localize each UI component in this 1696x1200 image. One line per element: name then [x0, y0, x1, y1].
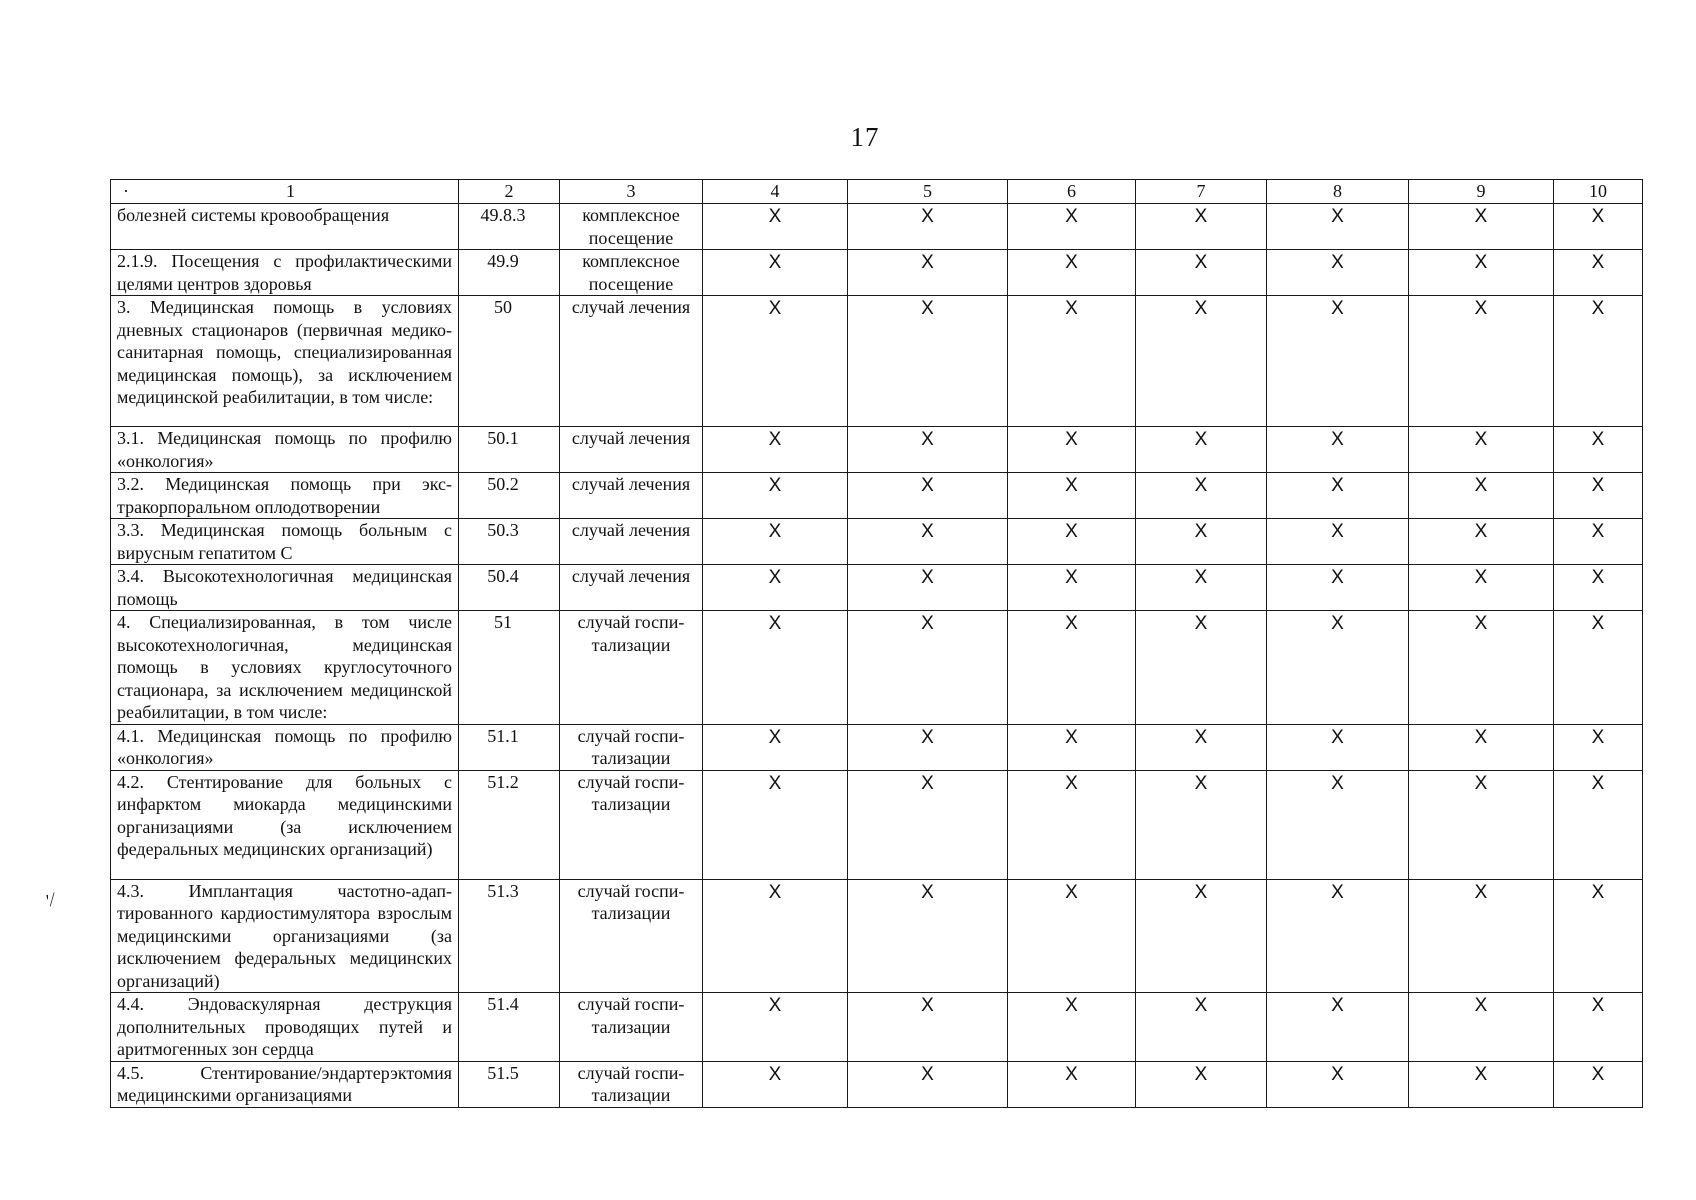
column-number-1-label: 1: [286, 181, 295, 201]
row-mark-col-7: X: [1136, 204, 1267, 250]
row-mark-col-4: X: [703, 204, 848, 250]
row-mark-col-4: X: [703, 296, 848, 427]
row-mark-col-6: X: [1008, 473, 1136, 519]
column-number-6: 6: [1008, 180, 1136, 204]
row-mark-col-5: X: [848, 770, 1008, 879]
column-number-1: [111, 180, 459, 204]
row-mark-col-5: X: [848, 993, 1008, 1062]
row-description: 4.1. Медицинская помощь по профилю «онкология»: [111, 724, 459, 770]
row-code: 51.4: [459, 993, 560, 1062]
row-mark-col-5: X: [848, 611, 1008, 725]
row-mark-col-4: X: [703, 611, 848, 725]
row-mark-col-9: X: [1409, 611, 1554, 725]
row-description: 4.4. Эндоваскулярная деструкция дополнительных проводящих путей и аритмогенных зон сердца: [111, 993, 459, 1062]
row-mark-col-5: X: [848, 879, 1008, 993]
row-mark-col-5: X: [848, 724, 1008, 770]
column-number-2: 2: [459, 180, 560, 204]
row-mark-col-4: X: [703, 1061, 848, 1107]
row-code: 50.1: [459, 427, 560, 473]
row-mark-col-8: X: [1267, 879, 1409, 993]
row-mark-col-7: X: [1136, 250, 1267, 296]
row-description: 3. Медицинская помощь в условиях дневных стационаров (первичная медико-санитарная помощь, специализированная медицинская помощь), за исключением медицинской реабилитации, в том числе:: [111, 296, 459, 427]
row-mark-col-7: X: [1136, 879, 1267, 993]
row-code: 50.4: [459, 565, 560, 611]
row-mark-col-9: X: [1409, 1061, 1554, 1107]
row-mark-col-6: X: [1008, 993, 1136, 1062]
row-mark-col-8: X: [1267, 204, 1409, 250]
row-unit: комплексное посещение: [560, 204, 703, 250]
row-mark-col-4: X: [703, 565, 848, 611]
table-row: [111, 770, 1643, 879]
table-row: [111, 296, 1643, 427]
page-number: 17: [850, 122, 880, 152]
table-row: [111, 611, 1643, 725]
table-row: [111, 250, 1643, 296]
row-mark-col-9: X: [1409, 565, 1554, 611]
row-unit: случай госпитализации: [560, 611, 703, 725]
row-mark-col-9: X: [1409, 296, 1554, 427]
row-mark-col-6: X: [1008, 204, 1136, 250]
row-mark-col-6: X: [1008, 1061, 1136, 1107]
row-unit: случай лечения: [560, 427, 703, 473]
row-mark-col-4: X: [703, 427, 848, 473]
row-mark-col-8: X: [1267, 611, 1409, 725]
row-mark-col-5: X: [848, 519, 1008, 565]
row-mark-col-5: X: [848, 296, 1008, 427]
row-mark-col-7: X: [1136, 724, 1267, 770]
row-mark-col-9: X: [1409, 473, 1554, 519]
row-mark-col-9: X: [1409, 724, 1554, 770]
row-code: 49.9: [459, 250, 560, 296]
table-row: [111, 473, 1643, 519]
row-unit: случай лечения: [560, 473, 703, 519]
row-mark-col-9: X: [1409, 993, 1554, 1062]
row-code: 51.5: [459, 1061, 560, 1107]
row-mark-col-7: X: [1136, 519, 1267, 565]
row-code: 50.3: [459, 519, 560, 565]
row-mark-col-6: X: [1008, 427, 1136, 473]
row-mark-col-9: X: [1409, 879, 1554, 993]
row-mark-col-8: X: [1267, 1061, 1409, 1107]
row-description: 3.4. Высокотехнологичная медицинская помощь: [111, 565, 459, 611]
row-mark-col-6: X: [1008, 770, 1136, 879]
row-description: 3.3. Медицинская помощь больным с вирусным гепатитом С: [111, 519, 459, 565]
row-mark-col-7: X: [1136, 296, 1267, 427]
table-row: [111, 879, 1643, 993]
row-unit: комплексное посещение: [560, 250, 703, 296]
row-mark-col-8: X: [1267, 724, 1409, 770]
row-description: 4. Специализированная, в том числе высокотехнологичная, медицинская помощь в условиях круглосуточного стационара, за исключением медицинской реабилитации, в том числе:: [111, 611, 459, 725]
row-description: 4.5. Стентирование/эндартерэктомия медицинскими организациями: [111, 1061, 459, 1107]
row-unit: случай госпитализации: [560, 1061, 703, 1107]
table-row: [111, 519, 1643, 565]
row-unit: случай лечения: [560, 519, 703, 565]
row-unit: случай лечения: [560, 565, 703, 611]
row-mark-col-6: X: [1008, 879, 1136, 993]
row-mark-col-10: X: [1554, 565, 1643, 611]
row-mark-col-9: X: [1409, 770, 1554, 879]
row-mark-col-8: X: [1267, 473, 1409, 519]
table-body: [111, 180, 1643, 1108]
row-mark-col-7: X: [1136, 611, 1267, 725]
row-mark-col-9: X: [1409, 250, 1554, 296]
row-mark-col-9: X: [1409, 204, 1554, 250]
row-mark-col-7: X: [1136, 473, 1267, 519]
row-mark-col-8: X: [1267, 296, 1409, 427]
row-mark-col-5: X: [848, 427, 1008, 473]
row-mark-col-6: X: [1008, 250, 1136, 296]
row-code: 51: [459, 611, 560, 725]
column-number-8: 8: [1267, 180, 1409, 204]
row-unit: случай госпитализации: [560, 879, 703, 993]
row-mark-col-10: X: [1554, 519, 1643, 565]
row-description: 3.2. Медицинская помощь при экстракорпоральном оплодотворении: [111, 473, 459, 519]
row-mark-col-8: X: [1267, 993, 1409, 1062]
row-mark-col-4: X: [703, 519, 848, 565]
table-row: [111, 565, 1643, 611]
row-mark-col-6: X: [1008, 519, 1136, 565]
row-mark-col-4: X: [703, 724, 848, 770]
table-row: [111, 993, 1643, 1062]
row-code: 51.2: [459, 770, 560, 879]
column-number-9: 9: [1409, 180, 1554, 204]
row-code: 51.1: [459, 724, 560, 770]
row-unit: случай госпитализации: [560, 724, 703, 770]
row-mark-col-10: X: [1554, 427, 1643, 473]
row-mark-col-6: X: [1008, 611, 1136, 725]
row-unit: случай госпитализации: [560, 770, 703, 879]
row-mark-col-10: X: [1554, 250, 1643, 296]
row-mark-col-8: X: [1267, 250, 1409, 296]
row-mark-col-4: X: [703, 473, 848, 519]
column-number-5: 5: [848, 180, 1008, 204]
row-code: 50.2: [459, 473, 560, 519]
row-mark-col-7: X: [1136, 993, 1267, 1062]
header-dot: ·: [123, 181, 129, 201]
row-mark-col-5: X: [848, 250, 1008, 296]
row-code: 51.3: [459, 879, 560, 993]
row-mark-col-4: X: [703, 770, 848, 879]
row-unit: случай госпитализации: [560, 993, 703, 1062]
margin-mark: ʹ⁄: [43, 889, 57, 911]
row-mark-col-7: X: [1136, 427, 1267, 473]
row-mark-col-10: X: [1554, 473, 1643, 519]
row-mark-col-8: X: [1267, 427, 1409, 473]
row-mark-col-8: X: [1267, 565, 1409, 611]
row-mark-col-7: X: [1136, 565, 1267, 611]
table-row: [111, 427, 1643, 473]
row-mark-col-10: X: [1554, 204, 1643, 250]
row-mark-col-5: X: [848, 204, 1008, 250]
row-mark-col-10: X: [1554, 296, 1643, 427]
table-row: [111, 724, 1643, 770]
row-mark-col-9: X: [1409, 427, 1554, 473]
row-description: 4.2. Стентирование для больных с инфарктом миокарда медицинскими организациями (за исключением федеральных медицинских организаций): [111, 770, 459, 879]
row-mark-col-10: X: [1554, 879, 1643, 993]
row-mark-col-9: X: [1409, 519, 1554, 565]
row-description: болезней системы кровообращения: [111, 204, 459, 250]
row-mark-col-8: X: [1267, 519, 1409, 565]
table-row: [111, 204, 1643, 250]
row-mark-col-6: X: [1008, 296, 1136, 427]
row-mark-col-10: X: [1554, 1061, 1643, 1107]
row-mark-col-7: X: [1136, 1061, 1267, 1107]
row-code: 50: [459, 296, 560, 427]
row-unit: случай лечения: [560, 296, 703, 427]
row-mark-col-4: X: [703, 250, 848, 296]
row-description: 3.1. Медицинская помощь по профилю «онкология»: [111, 427, 459, 473]
row-mark-col-4: X: [703, 879, 848, 993]
column-numbers-row: [111, 180, 1643, 204]
row-mark-col-6: X: [1008, 565, 1136, 611]
row-mark-col-10: X: [1554, 993, 1643, 1062]
column-number-7: 7: [1136, 180, 1267, 204]
row-code: 49.8.3: [459, 204, 560, 250]
table-row: [111, 1061, 1643, 1107]
row-mark-col-5: X: [848, 565, 1008, 611]
row-mark-col-5: X: [848, 473, 1008, 519]
row-mark-col-10: X: [1554, 770, 1643, 879]
row-mark-col-7: X: [1136, 770, 1267, 879]
column-number-4: 4: [703, 180, 848, 204]
row-mark-col-4: X: [703, 993, 848, 1062]
row-mark-col-10: X: [1554, 724, 1643, 770]
column-number-3: 3: [560, 180, 703, 204]
row-mark-col-5: X: [848, 1061, 1008, 1107]
row-mark-col-6: X: [1008, 724, 1136, 770]
row-description: 2.1.9. Посещения с профилактическими целями центров здоровья: [111, 250, 459, 296]
row-mark-col-10: X: [1554, 611, 1643, 725]
services-table: [110, 179, 1643, 1108]
row-description: 4.3. Имплантация частотно-адаптированного кардиостимулятора взрослым медицинскими организациями (за исключением федеральных медицинских организаций): [111, 879, 459, 993]
row-mark-col-8: X: [1267, 770, 1409, 879]
column-number-10: 10: [1554, 180, 1643, 204]
